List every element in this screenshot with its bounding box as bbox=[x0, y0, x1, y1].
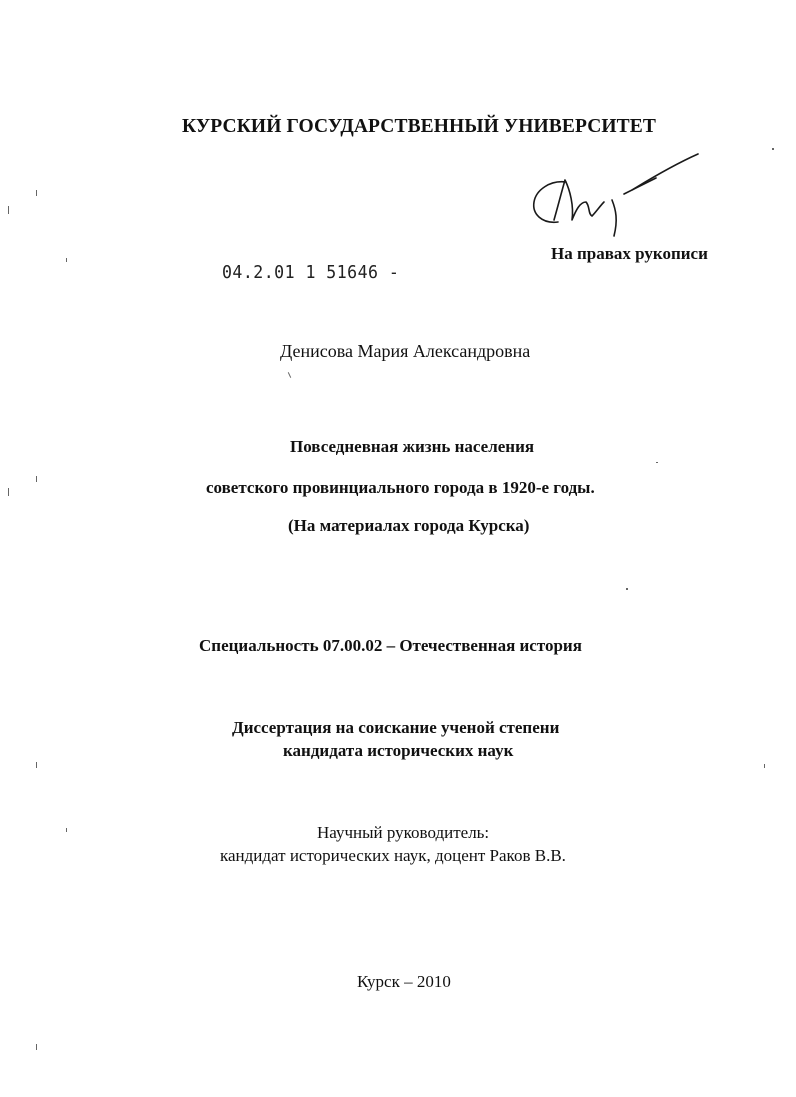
supervisor-value: кандидат исторических наук, доцент Раков В.В. bbox=[220, 846, 566, 865]
university-name: КУРСКИЙ ГОСУДАРСТВЕННЫЙ УНИВЕРСИТЕТ bbox=[182, 116, 656, 137]
specialty: Специальность 07.00.02 – Отечественная история bbox=[199, 636, 582, 655]
scan-mark bbox=[36, 1044, 37, 1050]
scan-mark bbox=[66, 828, 67, 832]
title-line-2: советского провинциального города в 1920-е годы. bbox=[206, 478, 595, 497]
handwritten-signature bbox=[528, 150, 708, 240]
place-year: Курск – 2010 bbox=[357, 972, 451, 991]
scan-mark bbox=[764, 764, 765, 768]
scan-mark bbox=[36, 762, 37, 768]
scan-mark bbox=[626, 588, 628, 590]
rights-note: На правах рукописи bbox=[551, 244, 708, 263]
scan-mark bbox=[656, 462, 658, 463]
scan-mark bbox=[772, 148, 774, 150]
scan-mark bbox=[36, 190, 37, 196]
title-line-3: (На материалах города Курска) bbox=[288, 516, 530, 535]
scan-mark bbox=[36, 476, 37, 482]
scan-mark bbox=[8, 206, 9, 214]
scan-mark bbox=[288, 372, 291, 378]
supervisor-label: Научный руководитель: bbox=[317, 823, 490, 842]
author-name: Денисова Мария Александровна bbox=[280, 341, 531, 361]
dissertation-line-2: кандидата исторических наук bbox=[283, 741, 514, 760]
title-line-1: Повседневная жизнь населения bbox=[290, 437, 535, 456]
registration-code-stamp: 04.2.01 1 51646 - bbox=[222, 262, 400, 283]
dissertation-line-1: Диссертация на соискание ученой степени bbox=[232, 718, 560, 737]
scan-mark bbox=[8, 488, 9, 496]
scan-mark bbox=[66, 258, 67, 262]
